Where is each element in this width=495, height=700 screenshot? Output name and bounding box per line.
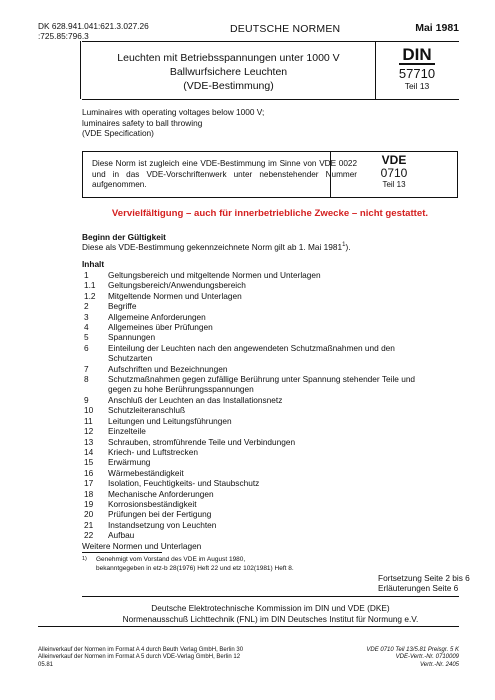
dk-line-2: :725.85:796.3 bbox=[38, 31, 89, 41]
toc-title: Erwärmung bbox=[108, 457, 151, 468]
din-number: 57710 bbox=[398, 66, 436, 81]
toc-number: 19 bbox=[84, 498, 94, 509]
toc-row bbox=[82, 322, 422, 332]
toc-number: 16 bbox=[84, 467, 94, 478]
toc-row bbox=[82, 457, 422, 467]
toc-row bbox=[82, 478, 422, 488]
price-line-1: VDE 0710 Teil 13/5.81 Preisgr. 5 K bbox=[366, 647, 459, 653]
validity-footnote-ref: 1 bbox=[342, 242, 346, 249]
sales-info bbox=[38, 647, 243, 669]
price-info bbox=[366, 647, 459, 669]
toc-title: Geltungsbereich und mitgeltende Normen und Unterlagen bbox=[108, 270, 321, 280]
toc-row bbox=[82, 301, 422, 311]
toc-number: 2 bbox=[84, 301, 89, 312]
toc-number: 3 bbox=[84, 311, 89, 322]
toc-number: 22 bbox=[84, 530, 94, 541]
toc-number: 18 bbox=[84, 488, 94, 499]
toc-row bbox=[82, 530, 422, 540]
dk-classification bbox=[38, 21, 149, 41]
toc-number: 6 bbox=[84, 342, 89, 353]
publisher-line-2: Normenausschuß Lichttechnik (FNL) im DIN Deutsches Institut für Normung e.V. bbox=[122, 614, 419, 624]
dk-line-1: DK 628.941.041:621.3.027.26 bbox=[38, 21, 149, 31]
vde-part: Teil 13 bbox=[382, 180, 406, 189]
toc-row bbox=[82, 280, 422, 290]
continuation-line-2: Erläuterungen Seite 6 bbox=[378, 583, 459, 593]
sales-line-3: 05.81 bbox=[38, 661, 54, 668]
footnote bbox=[82, 556, 352, 573]
price-line-3: Vertr.-Nr. 2405 bbox=[419, 661, 459, 668]
validity-heading: Beginn der Gültigkeit bbox=[82, 232, 166, 242]
toc-title: Isolation, Feuchtigkeits- und Staubschutz bbox=[108, 478, 260, 489]
validity-sentence: Diese als VDE-Bestimmung gekennzeichnete Norm gilt ab 1. Mai 1981 bbox=[82, 242, 343, 252]
toc-title: Aufbau bbox=[108, 530, 135, 541]
toc-row bbox=[82, 520, 422, 530]
toc-title: Schutzleiteranschluß bbox=[108, 405, 186, 416]
toc-number: 21 bbox=[84, 519, 94, 530]
header-title: DEUTSCHE NORMEN bbox=[230, 23, 341, 35]
sales-line-2: Alleinverkauf der Normen im Format A 5 durch VDE-Verlag GmbH, Berlin 12 bbox=[38, 654, 241, 661]
title-bottom-rule bbox=[82, 99, 459, 100]
toc-row bbox=[82, 312, 422, 322]
footnote-line-1: Genehmigt vom Vorstand des VDE im August 1980, bbox=[96, 556, 246, 563]
toc-number: 5 bbox=[84, 332, 89, 343]
toc-title: Mechanische Anforderungen bbox=[108, 488, 214, 499]
document-title bbox=[82, 51, 375, 93]
top-rule bbox=[82, 41, 459, 42]
validity-text bbox=[82, 242, 351, 252]
toc-row bbox=[82, 499, 422, 509]
toc-row bbox=[82, 364, 422, 374]
toc-number: 10 bbox=[84, 405, 94, 416]
reproduction-warning: Vervielfältigung – auch für innerbetriebliche Zwecke – nicht gestattet. bbox=[111, 208, 429, 219]
continuation-note bbox=[378, 573, 470, 593]
toc-number: 14 bbox=[84, 446, 94, 457]
toc-number: 11 bbox=[84, 415, 93, 426]
toc-number: 20 bbox=[84, 509, 94, 520]
toc-row bbox=[82, 416, 422, 426]
toc-title: Kriech- und Luftstrecken bbox=[108, 446, 198, 457]
din-part: Teil 13 bbox=[404, 81, 430, 91]
toc-title: Aufschriften und Bezeichnungen bbox=[108, 363, 228, 374]
toc-number: 13 bbox=[84, 436, 94, 447]
toc-title: Leitungen und Leitungsführungen bbox=[108, 415, 232, 426]
toc-title: Wärmebeständigkeit bbox=[108, 467, 184, 478]
toc-row bbox=[82, 426, 422, 436]
english-line-2: luminaires safety to ball throwing bbox=[82, 117, 203, 128]
toc-row bbox=[82, 489, 422, 499]
publisher-bottom-rule bbox=[38, 626, 459, 627]
footnote-rule bbox=[82, 552, 162, 553]
toc-row bbox=[82, 509, 422, 519]
toc-number: 1 bbox=[84, 270, 89, 280]
toc-number: 17 bbox=[84, 478, 94, 489]
toc-number: 8 bbox=[84, 374, 89, 385]
publisher-line-1: Deutsche Elektrotechnische Kommission im DIN und VDE (DKE) bbox=[151, 603, 390, 613]
din-logo: DIN bbox=[399, 46, 434, 65]
title-line-1: Leuchten mit Betriebsspannungen unter 1000 V bbox=[117, 52, 340, 64]
toc-row bbox=[82, 291, 422, 301]
english-line-1: Luminaires with operating voltages below 1000 V; bbox=[82, 107, 265, 117]
toc-row bbox=[82, 332, 422, 342]
toc-number: 12 bbox=[84, 426, 94, 437]
footnote-mark: 1) bbox=[82, 556, 87, 562]
toc-title: Allgemeine Anforderungen bbox=[108, 311, 206, 322]
toc-title: Spannungen bbox=[108, 332, 156, 343]
toc-title: Einteilung der Leuchten nach den angewendeten Schutzmaßnahmen und den Schutzarten bbox=[108, 342, 395, 364]
toc-number: 9 bbox=[84, 394, 89, 405]
vde-number: 0710 bbox=[380, 166, 408, 180]
toc-number: 1.2 bbox=[84, 290, 96, 301]
toc-title: Geltungsbereich/Anwendungsbereich bbox=[108, 280, 246, 291]
toc-title: Allgemeines über Prüfungen bbox=[108, 322, 213, 333]
price-line-2: VDE-Vertr.-Nr. 0710009 bbox=[395, 654, 459, 661]
contents-heading: Inhalt bbox=[82, 259, 105, 269]
vde-notice-text: Diese Norm ist zugleich eine VDE-Bestimmung im Sinne von VDE 0022 und in das VDE-Vorschriftenwerk unter nebenstehender Nummer aufgenommen. bbox=[92, 159, 357, 189]
vde-designation bbox=[330, 154, 458, 190]
toc-row bbox=[82, 447, 422, 457]
toc-title: Instandsetzung von Leuchten bbox=[108, 519, 217, 530]
english-line-3: (VDE Specification) bbox=[82, 128, 154, 138]
toc-row bbox=[82, 468, 422, 478]
toc-title: Einzelteile bbox=[108, 426, 146, 437]
continuation-line-1: Fortsetzung Seite 2 bis 6 bbox=[378, 573, 470, 583]
validity-tail: ). bbox=[345, 242, 351, 252]
toc-number: 7 bbox=[84, 363, 89, 374]
footnote-line-2: bekanntgegeben in etz-b 28(1976) Heft 22 und etz 102(1981) Heft 8. bbox=[96, 564, 294, 572]
title-line-2: Ballwurfsichere Leuchten bbox=[169, 66, 288, 78]
toc-row bbox=[82, 374, 422, 395]
publisher-top-rule bbox=[82, 596, 459, 597]
toc-number: 15 bbox=[84, 457, 94, 468]
toc-row bbox=[82, 395, 422, 405]
english-title bbox=[82, 107, 402, 139]
toc-number: 1.1 bbox=[84, 280, 96, 291]
toc-title: Anschluß der Leuchten an das Installationsnetz bbox=[108, 394, 283, 405]
toc-title: Korrosionsbeständigkeit bbox=[108, 498, 197, 509]
toc-row bbox=[82, 270, 422, 280]
title-line-3: (VDE-Bestimmung) bbox=[183, 80, 274, 92]
toc-title: Prüfungen bei der Fertigung bbox=[108, 509, 212, 520]
toc-title: Schutzmaßnahmen gegen zufällige Berührung unter Spannung stehender Teile und gegen zu hohe Berührungsspannungen bbox=[108, 374, 416, 395]
toc-title: Schrauben, stromführende Teile und Verbindungen bbox=[108, 436, 296, 447]
sales-line-1: Alleinverkauf der Normen im Format A 4 durch Beuth Verlag GmbH, Berlin 30 bbox=[38, 647, 244, 653]
toc-trailing: Weitere Normen und Unterlagen bbox=[82, 540, 202, 551]
vde-label: VDE bbox=[381, 153, 407, 167]
title-left-divider bbox=[80, 41, 81, 99]
toc-row bbox=[82, 405, 422, 415]
toc-row bbox=[82, 343, 422, 364]
din-designation bbox=[375, 46, 459, 91]
table-of-contents bbox=[82, 270, 422, 551]
toc-row bbox=[82, 437, 422, 447]
toc-title: Begriffe bbox=[108, 301, 137, 312]
toc-title: Mitgeltende Normen und Unterlagen bbox=[108, 290, 242, 301]
toc-number: 4 bbox=[84, 322, 89, 333]
publisher-block bbox=[82, 603, 459, 625]
header-date: Mai 1981 bbox=[415, 22, 459, 34]
